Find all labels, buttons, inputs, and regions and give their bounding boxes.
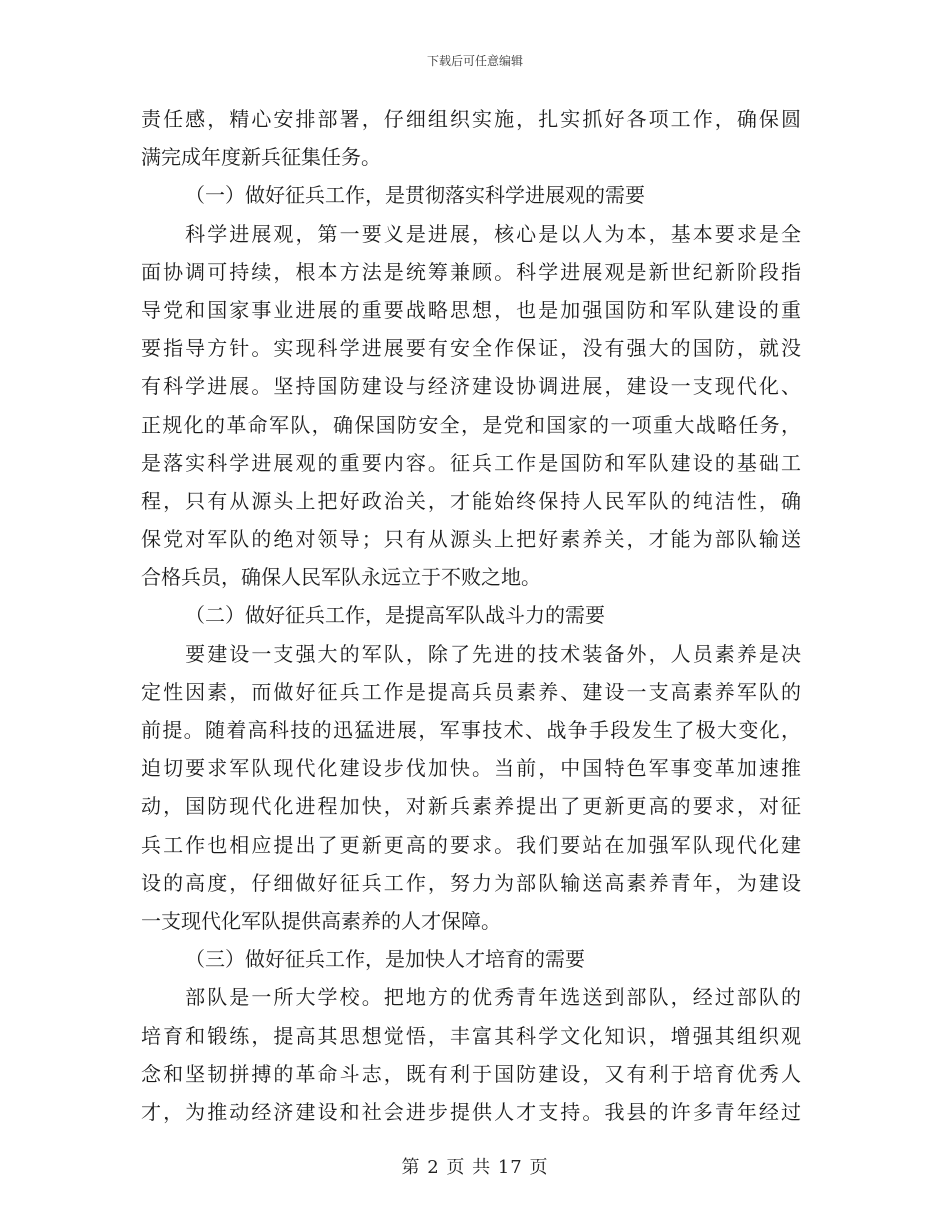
text-line: 迫切要求军队现代化建设步伐加快。当前，中国特色军事变革加速推 [141, 756, 801, 781]
page-number-footer: 第 2 页 共 17 页 [401, 1157, 549, 1178]
text-line: 保党对军队的绝对领导；只有从源头上把好素养关，才能为部队输送 [141, 527, 801, 552]
section-heading-3: （三）做好征兵工作，是加快人才培育的需要 [185, 947, 585, 972]
text-line: 设的高度，仔细做好征兵工作，努力为部队输送高素养青年，为建设 [141, 870, 801, 895]
text-line: 正规化的革命军队，确保国防安全，是党和国家的一项重大战略任务， [141, 412, 801, 437]
page-header-note: 下载后可任意编辑 [426, 54, 523, 68]
section-heading-2: （二）做好征兵工作，是提高军队战斗力的需要 [185, 603, 605, 628]
text-line: 满完成年度新兵征集任务。 [141, 145, 381, 170]
text-line: 责任感，精心安排部署，仔细组织实施，扎实抓好各项工作，确保圆 [141, 107, 801, 131]
text-line: 科学进展观，第一要义是进展，核心是以人为本，基本要求是全 [141, 221, 801, 246]
document-body [141, 100, 801, 1131]
text-line: 导党和国家事业进展的重要战略思想，也是加强国防和军队建设的重 [141, 297, 801, 322]
text-line: 是落实科学进展观的重要内容。征兵工作是国防和军队建设的基础工 [141, 450, 801, 475]
text-line: 定性因素，而做好征兵工作是提高兵员素养、建设一支高素养军队的 [141, 679, 801, 704]
text-line: 一支现代化军队提供高素养的人才保障。 [141, 908, 501, 933]
text-line: 有科学进展。坚持国防建设与经济建设协调进展，建设一支现代化、 [141, 374, 801, 399]
text-line: 才，为推动经济建设和社会进步提供人才支持。我县的许多青年经过 [141, 1099, 801, 1124]
text-line: 程，只有从源头上把好政治关，才能始终保持人民军队的纯洁性，确 [141, 488, 801, 513]
text-line: 部队是一所大学校。把地方的优秀青年选送到部队，经过部队的 [141, 985, 801, 1010]
text-line: 合格兵员，确保人民军队永远立于不败之地。 [141, 565, 541, 590]
text-line: 兵工作也相应提出了更新更高的要求。我们要站在加强军队现代化建 [141, 832, 801, 857]
text-line: 动，国防现代化进程加快，对新兵素养提出了更新更高的要求，对征 [141, 794, 801, 819]
text-line: 面协调可持续，根本方法是统筹兼顾。科学进展观是新世纪新阶段指 [141, 259, 801, 284]
section-heading-1: （一）做好征兵工作，是贯彻落实科学进展观的需要 [185, 183, 645, 208]
text-line: 念和坚韧拼搏的革命斗志，既有利于国防建设，又有利于培育优秀人 [141, 1061, 801, 1086]
text-line: 要指导方针。实现科学进展要有安全作保证，没有强大的国防，就没 [141, 336, 801, 361]
text-line: 要建设一支强大的军队，除了先进的技术装备外，人员素养是决 [141, 641, 801, 666]
text-line: 前提。随着高科技的迅猛进展，军事技术、战争手段发生了极大变化， [141, 718, 801, 742]
text-line: 培育和锻练，提高其思想觉悟，丰富其科学文化知识，增强其组织观 [141, 1023, 801, 1048]
